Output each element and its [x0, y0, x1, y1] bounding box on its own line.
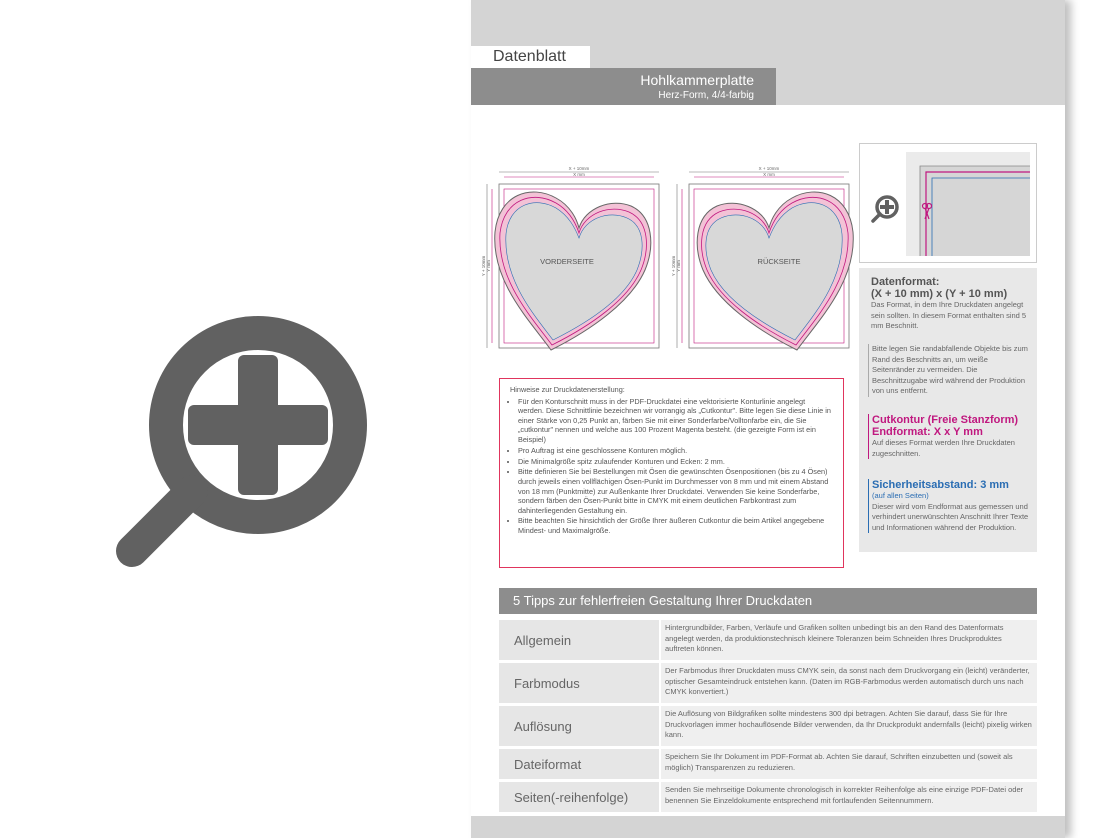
- dim-outer-y-label: Y + 10mm: [671, 255, 676, 277]
- back-label: RÜCKSEITE: [757, 257, 801, 266]
- hint-item: • Bitte definieren Sie bei Bestellungen mit Ösen die gewünschten Ösenpositionen (bis zu 4 Ösen) durch jeweils einen vollflächigen Ösen-Punkt im Durchmesser von 8 mm und mit einem Abstand von 18 mm (Punktmitte) zur Außenkante Ihrer Druckdatei. Verwenden Sie keine Sonderfarbe, sondern färben den Ösen-Punkt bitte in CMYK mit einem deutlichen Farbkontrast zum dahinterliegenden Gestaltung ein.: [518, 467, 833, 515]
- product-header: [471, 68, 776, 105]
- data-format-formula: (X + 10 mm) x (Y + 10 mm): [871, 288, 1008, 300]
- tip-label: Auflösung: [499, 706, 659, 746]
- tip-text: Der Farbmodus Ihrer Druckdaten muss CMYK sein, da sonst nach dem Druckvorgang ein (leicht) veränderter, optischer Gesamteindruck entstehen kann. (Daten im RGB-Farbmodus werden automatisch durch uns nach CMYK konvertiert.): [661, 663, 1037, 703]
- tip-label: Allgemein: [499, 620, 659, 660]
- dim-outer-label: X + 10mm: [758, 166, 780, 171]
- zoom-in-icon[interactable]: [110, 315, 370, 575]
- hint-item: • Pro Auftrag ist eine geschlossene Konturen möglich.: [518, 446, 833, 456]
- tip-row: [499, 706, 1037, 746]
- safety-title: Sicherheitsabstand: 3 mm: [872, 479, 1009, 491]
- tip-text: Speichern Sie Ihr Dokument im PDF-Format ab. Achten Sie darauf, Schriften einzubetten und (soweit als möglich) Transparenzen zu reduzieren.: [661, 749, 1037, 779]
- product-title: Hohlkammerplatte: [640, 72, 754, 88]
- front-label: VORDERSEITE: [540, 257, 594, 266]
- front-diagram: [481, 166, 659, 350]
- dim-inner-y-label: Y mm: [676, 260, 681, 272]
- hint-item: • Die Minimalgröße spitz zulaufender Konturen und Ecken: 2 mm.: [518, 457, 833, 467]
- info-panel: [859, 268, 1037, 552]
- tip-row: [499, 782, 1037, 812]
- safety-sub: (auf allen Seiten): [872, 491, 929, 500]
- tip-row: [499, 620, 1037, 660]
- tip-row: [499, 749, 1037, 779]
- datasheet-page: [471, 0, 1065, 838]
- end-format: Endformat: X x Y mm: [872, 426, 983, 438]
- tip-label: Dateiformat: [499, 749, 659, 779]
- back-diagram: [671, 166, 853, 350]
- data-format-title: Datenformat:: [871, 276, 940, 288]
- dim-outer-y-label: Y + 10mm: [481, 255, 486, 277]
- hint-item: • Bitte beachten Sie hinsichtlich der Größe Ihrer äußeren Cutkontur die beim Artikel angegebene Mindest- und Maximalgröße.: [518, 516, 833, 535]
- dim-outer-label: X + 10mm: [568, 166, 590, 171]
- hint-item: • Für den Konturschnitt muss in der PDF-Druckdatei eine vektorisierte Konturlinie angelegt werden. Diese Schnittlinie bezeichnen wir vorrangig als „Cutkontur". Bitte legen Sie diese Linie in einer Stärke von 0,25 Punkt an, färben Sie mit einer Sonderfarbe/Volltonfarbe ein, die Sie „cutkontur" nennen und welche aus 100 Prozent Magenta besteht. (die gezeigte Form ist ein Beispiel): [518, 397, 833, 445]
- dim-inner-y-label: Y mm: [486, 260, 491, 272]
- data-format-text: Das Format, in dem Ihre Druckdaten angelegt sein sollten. In diesem Format enthalten sind 5 mm Beschnitt.: [871, 300, 1027, 330]
- cut-title: Cutkontur (Freie Stanzform): [872, 414, 1019, 426]
- print-hints-box: [499, 378, 844, 568]
- tips-heading: 5 Tipps zur fehlerfreien Gestaltung Ihrer Druckdaten: [499, 588, 1037, 614]
- tip-text: Senden Sie mehrseitige Dokumente chronologisch in korrekter Reihenfolge als eine einzige PDF-Datei oder benennen Sie Einzeldokumente entsprechend mit fortlaufenden Seitennummern.: [661, 782, 1037, 812]
- corner-preview: [859, 143, 1037, 263]
- product-subtitle: Herz-Form, 4/4-farbig: [658, 90, 754, 101]
- tip-label: Seiten(-reihenfolge): [499, 782, 659, 812]
- datasheet-tag: Datenblatt: [471, 46, 590, 68]
- tip-text: Hintergrundbilder, Farben, Verläufe und Grafiken sollten unbedingt bis an den Rand des Datenformats angelegt werden, da produktionstechnisch kleinere Toleranzen beim Schneiden Ihres Druckproduktes auftreten können.: [661, 620, 1037, 660]
- dim-inner-label: X mm: [573, 172, 585, 177]
- tip-text: Die Auflösung von Bildgrafiken sollte mindestens 300 dpi betragen. Achten Sie darauf, dass Sie für Ihre Druckvorlagen immer hochauflösende Bilder verwenden, da Ihr Druckprodukt andernfalls (leicht) pixelig wirken kann.: [661, 706, 1037, 746]
- bleed-text: Bitte legen Sie randabfallende Objekte bis zum Rand des Beschnitts an, um weiße Seitenränder zu vermeiden. Die Beschnittzugabe wird während der Produktion von uns entfernt.: [872, 344, 1028, 395]
- hint-title: Hinweise zur Druckdatenerstellung:: [510, 385, 625, 394]
- heart-diagrams: [481, 162, 856, 358]
- footer-band: [471, 816, 1065, 838]
- dim-inner-label: X mm: [763, 172, 775, 177]
- tip-label: Farbmodus: [499, 663, 659, 703]
- safety-text: Dieser wird vom Endformat aus gemessen und verhindert unerwünschten Anschnitt Ihrer Texte und Informationen während der Produktion.: [872, 501, 1029, 532]
- small-zoom-icon: [873, 197, 897, 221]
- tip-row: [499, 663, 1037, 703]
- cut-text: Auf dieses Format werden Ihre Druckdaten zugeschnitten.: [872, 438, 1015, 458]
